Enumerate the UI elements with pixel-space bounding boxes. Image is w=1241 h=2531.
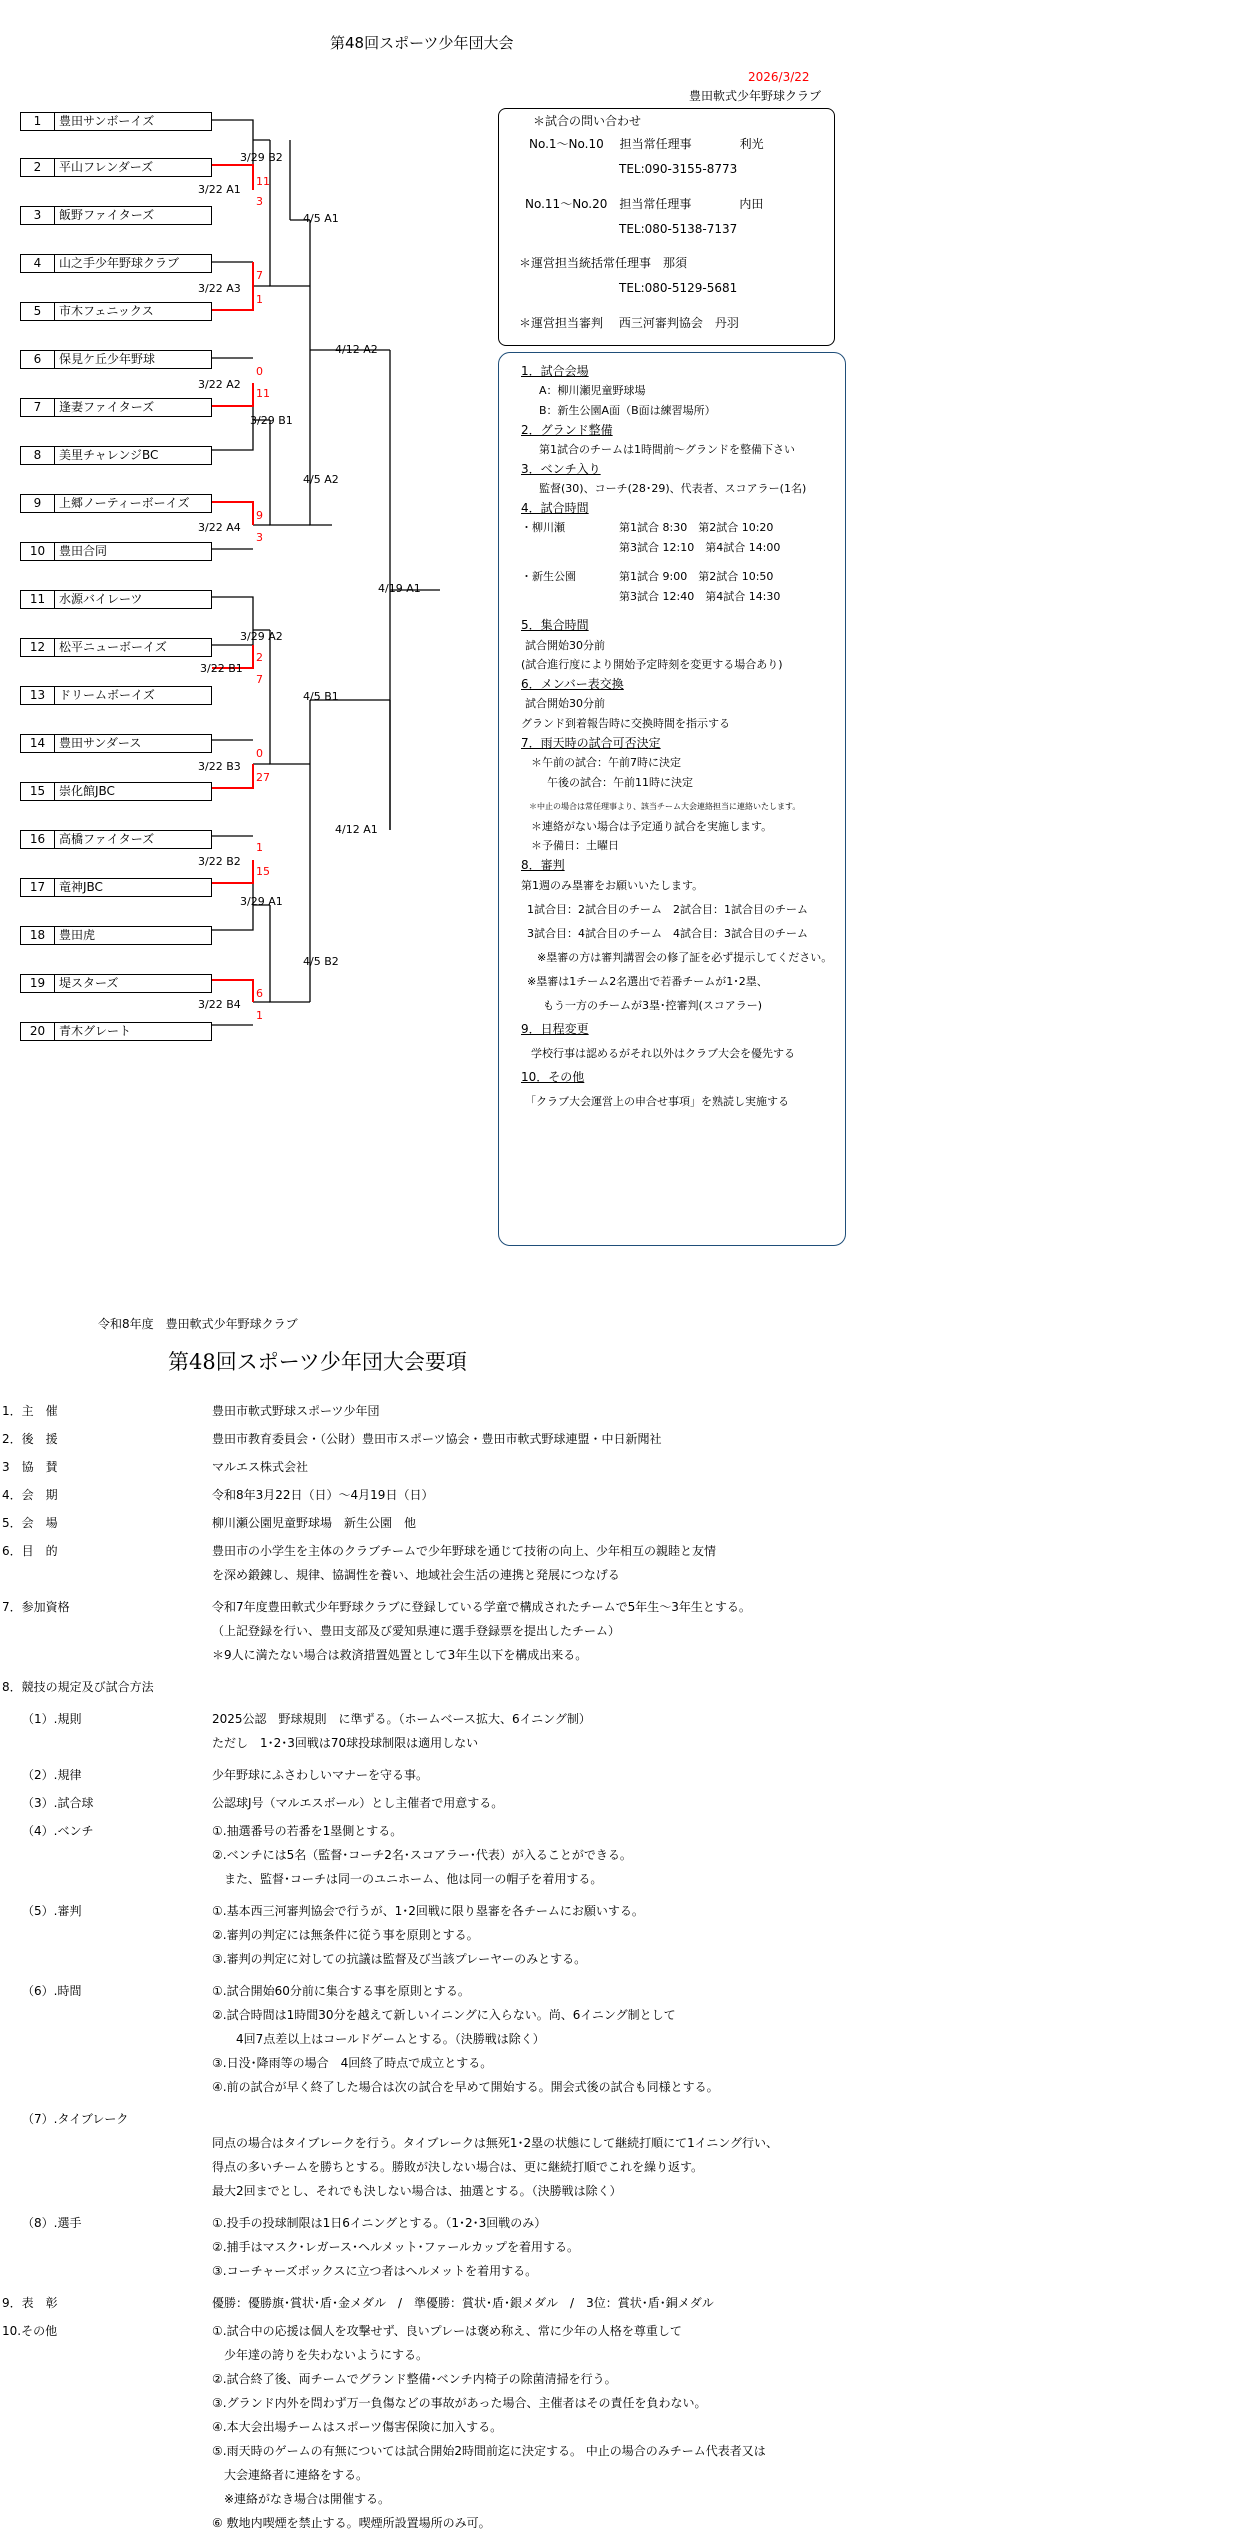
game-label-q2: 4/5 A2 xyxy=(303,473,339,486)
game-label-g1617: 3/22 B2 xyxy=(198,855,241,868)
note-line: B：新生公園A面（B面は練習場所） xyxy=(539,404,716,417)
team-name: 豊田サンボーイズ xyxy=(59,114,155,128)
yoko-item-label: 10.その他 xyxy=(2,2324,58,2338)
team-box xyxy=(20,302,212,321)
score-g67-bottom: 11 xyxy=(256,387,270,400)
team-number: 7 xyxy=(21,399,55,416)
team-number: 5 xyxy=(21,303,55,320)
team-number: 11 xyxy=(21,591,55,608)
team-name: 平山フレンダーズ xyxy=(59,160,154,174)
yoko-item-label: （4）.ベンチ xyxy=(22,1824,94,1838)
team-number: 2 xyxy=(21,159,55,176)
contact-box xyxy=(498,108,835,346)
game-label-g1415: 3/22 B3 xyxy=(198,760,241,773)
score-g1920-top: 6 xyxy=(256,987,263,1000)
team-name: 水源バイレーツ xyxy=(59,592,143,606)
note-line: ※塁審の方は審判講習会の修了証を必ず提示してください。 xyxy=(537,951,833,964)
yoko-item-text: を深め鍛錬し、規律、協調性を養い、地域社会生活の連携と発展につなげる xyxy=(212,1568,620,1582)
yoko-item-text: ③.日没･降雨等の場合 4回終了時点で成立とする。 xyxy=(212,2056,493,2070)
note-line: ・柳川瀬 xyxy=(521,521,565,534)
note-line: ※塁審は1チーム2名選出で若番チームが1･2塁、 xyxy=(527,975,768,988)
team-name: 市木フェニックス xyxy=(59,304,154,318)
score-g45-top: 7 xyxy=(256,269,263,282)
game-label-q1: 4/5 A1 xyxy=(303,212,339,225)
team-name: 豊田サンダース xyxy=(59,736,142,750)
team-name: ドリームボーイズ xyxy=(59,688,155,702)
note-heading: 10．その他 xyxy=(521,1070,585,1084)
team-box xyxy=(20,590,212,609)
yoko-item-label: 2．後 援 xyxy=(2,1432,58,1446)
contact-line: ＊試合の問い合わせ xyxy=(533,114,642,128)
game-label-g1213: 3/22 B1 xyxy=(200,662,243,675)
team-box xyxy=(20,686,212,705)
game-label-s1: 4/12 A2 xyxy=(335,343,378,356)
team-name: 松平ニューボーイズ xyxy=(59,640,167,654)
yoko-item-label: （8）.選手 xyxy=(22,2216,82,2230)
team-box xyxy=(20,542,212,561)
yoko-item-text: 大会連絡者に連絡をする。 xyxy=(212,2468,369,2482)
yoko-item-text: ※連絡がなき場合は開催する。 xyxy=(212,2492,391,2506)
yoko-item-text: 同点の場合はタイブレークを行う。タイブレークは無死1･2塁の状態にして継続打順にて1イニング行い、 xyxy=(212,2136,779,2150)
yoko-item-text: ③.コーチャーズボックスに立つ者はヘルメットを着用する。 xyxy=(212,2264,538,2278)
note-line: (試合進行度により開始予定時刻を変更する場合あり) xyxy=(521,658,783,671)
team-number: 6 xyxy=(21,351,55,368)
team-name: 飯野ファイターズ xyxy=(59,208,155,222)
team-name: 青木グレート xyxy=(59,1024,132,1038)
yoko-item-text: ①.抽選番号の若番を1塁側とする。 xyxy=(212,1824,403,1838)
contact-line: TEL:080-5138-7137 xyxy=(619,222,738,236)
yoko-item-text: 優勝：優勝旗･賞状･盾･金メダル / 準優勝：賞状･盾･銀メダル / 3位：賞状･盾･銅メダル xyxy=(212,2296,714,2310)
game-label-g67: 3/22 A2 xyxy=(198,378,241,391)
team-box xyxy=(20,398,212,417)
yoko-item-text: ③.グランド内外を問わず万一負傷などの事故があった場合、主催者はその責任を負わない。 xyxy=(212,2396,707,2410)
note-heading: 2．グランド整備 xyxy=(521,423,613,437)
yoko-item-text: ②.試合時間は1時間30分を越えて新しいイニングに入らない。尚、6イニング制として xyxy=(212,2008,676,2022)
note-line: 1試合目：2試合目のチーム 2試合目：1試合目のチーム xyxy=(527,903,808,916)
yoko-item-text: マルエス株式会社 xyxy=(212,1460,309,1474)
note-line: 試合開始30分前 xyxy=(525,639,605,652)
note-line: 3試合目：4試合目のチーム 4試合目：3試合目のチーム xyxy=(527,927,808,940)
team-box xyxy=(20,1022,212,1041)
game-label-g23: 3/22 A1 xyxy=(198,183,241,196)
team-box xyxy=(20,830,212,849)
team-number: 8 xyxy=(21,447,55,464)
team-box xyxy=(20,926,212,945)
game-label-r2: 3/29 B1 xyxy=(250,414,293,427)
team-box xyxy=(20,206,212,225)
yoko-item-text: ただし 1･2･3回戦は70球投球制限は適用しない xyxy=(212,1736,479,1750)
note-heading: 9．日程変更 xyxy=(521,1022,589,1036)
note-heading: 8．審判 xyxy=(521,858,565,872)
note-line: ・新生公園 xyxy=(521,570,576,583)
yoko-item-label: （5）.審判 xyxy=(22,1904,82,1918)
yoko-item-text: ⑥ 敷地内喫煙を禁止する。喫煙所設置場所のみ可。 xyxy=(212,2516,491,2530)
team-number: 9 xyxy=(21,495,55,512)
score-g23-bottom: 3 xyxy=(256,195,263,208)
yoko-item-text: 令和7年度豊田軟式少年野球クラブに登録している学童で構成されたチームで5年生～3年生とする。 xyxy=(212,1600,751,1614)
yoko-item-text: ②.試合終了後、両チームでグランド整備･ベンチ内椅子の除菌清掃を行う。 xyxy=(212,2372,617,2386)
yoko-item-text: 2025公認 野球規則 に準ずる。（ホームベース拡大、6イニング制） xyxy=(212,1712,591,1726)
team-number: 10 xyxy=(21,543,55,560)
yoko-item-text: ①.基本西三河審判協会で行うが、1･2回戦に限り塁審を各チームにお願いする。 xyxy=(212,1904,644,1918)
yoko-item-text: ①.投手の投球制限は1日6イニングとする。（1･2･3回戦のみ） xyxy=(212,2216,547,2230)
contact-line: No.11～No.20 担当常任理事 内田 xyxy=(525,197,764,211)
team-box xyxy=(20,878,212,897)
score-g1617-top: 1 xyxy=(256,841,263,854)
score-g45-bottom: 1 xyxy=(256,293,263,306)
team-name: 高橋ファイターズ xyxy=(59,832,155,846)
team-number: 14 xyxy=(21,735,55,752)
note-line: 監督(30)、コーチ(28･29)、代表者、スコアラー(1名) xyxy=(539,482,807,495)
note-line: 学校行事は認めるがそれ以外はクラブ大会を優先する xyxy=(531,1047,795,1060)
team-box xyxy=(20,350,212,369)
note-line: 第3試合 12:10 第4試合 14:00 xyxy=(619,541,781,554)
yoko-org-line: 令和8年度 豊田軟式少年野球クラブ xyxy=(98,1317,298,1331)
yoko-item-label: （3）.試合球 xyxy=(22,1796,94,1810)
team-name: 豊田虎 xyxy=(59,928,96,942)
yoko-item-text: ①.試合開始60分前に集合する事を原則とする。 xyxy=(212,1984,470,1998)
yoko-item-text: 少年達の誇りを失わないようにする。 xyxy=(212,2348,429,2362)
yoko-item-label: 4．会 期 xyxy=(2,1488,58,1502)
team-number: 16 xyxy=(21,831,55,848)
team-number: 15 xyxy=(21,783,55,800)
team-box xyxy=(20,494,212,513)
note-line: 第1週のみ塁審をお願いいたします。 xyxy=(521,879,704,892)
score-g1415-bottom: 27 xyxy=(256,771,270,784)
note-line: 第3試合 12:40 第4試合 14:30 xyxy=(619,590,781,603)
org-label: 豊田軟式少年野球クラブ xyxy=(689,89,822,103)
yoko-item-text: ④.前の試合が早く終了した場合は次の試合を早めて開始する。開会式後の試合も同様とする。 xyxy=(212,2080,719,2094)
team-box xyxy=(20,974,212,993)
yoko-item-text: ②.審判の判定には無条件に従う事を原則とする。 xyxy=(212,1928,479,1942)
team-name: 崇化館JBC xyxy=(59,784,115,798)
yoko-item-text: ③.審判の判定に対しての抗議は監督及び当該プレーヤーのみとする。 xyxy=(212,1952,587,1966)
note-line: ＊連絡がない場合は予定通り試合を実施します。 xyxy=(531,820,773,833)
game-label-r3: 3/29 A2 xyxy=(240,630,283,643)
game-label-g1920: 3/22 B4 xyxy=(198,998,241,1011)
score-g1415-top: 0 xyxy=(256,747,263,760)
yoko-item-text: ④.本大会出場チームはスポーツ傷害保険に加入する。 xyxy=(212,2420,503,2434)
note-heading: 6．メンバー表交換 xyxy=(521,677,624,691)
team-name: 山之手少年野球クラブ xyxy=(59,256,180,270)
game-label-q3: 4/5 B1 xyxy=(303,690,339,703)
yoko-item-text: ①.試合中の応援は個人を攻撃せず、良いプレーは褒め称え、常に少年の人格を尊重して xyxy=(212,2324,682,2338)
team-name: 逢妻ファイターズ xyxy=(59,400,155,414)
yoko-item-text: ②.ベンチには5名（監督･コーチ2名･スコアラー･代表）が入ることができる。 xyxy=(212,1848,632,1862)
yoko-item-text: （上記登録を行い、豊田支部及び愛知県連に選手登録票を提出したチーム） xyxy=(212,1624,621,1638)
score-g910-top: 9 xyxy=(256,509,263,522)
team-name: 上郷ノーティーボーイズ xyxy=(59,496,190,510)
score-g67-top: 0 xyxy=(256,365,263,378)
team-number: 13 xyxy=(21,687,55,704)
yoko-item-text: ⑤.雨天時のゲームの有無については試合開始2時間前迄に決定する。 中止の場合のみチーム代表者又は xyxy=(212,2444,766,2458)
team-box xyxy=(20,158,212,177)
yoko-item-label: （2）.規律 xyxy=(22,1768,82,1782)
note-line: A：柳川瀬児童野球場 xyxy=(539,384,646,397)
yoko-title: 第48回スポーツ少年団大会要項 xyxy=(168,1350,467,1374)
note-heading: 1．試合会場 xyxy=(521,364,589,378)
game-label-s2: 4/12 A1 xyxy=(335,823,378,836)
yoko-item-label: （6）.時間 xyxy=(22,1984,82,1998)
note-line: 「クラブ大会運営上の申合せ事項」を熟読し実施する xyxy=(525,1095,789,1108)
yoko-item-label: 5．会 場 xyxy=(2,1516,58,1530)
team-name: 堤スターズ xyxy=(59,976,119,990)
note-heading: 5．集合時間 xyxy=(521,618,589,632)
game-label-r1: 3/29 B2 xyxy=(240,151,283,164)
score-g1213-bottom: 7 xyxy=(256,673,263,686)
score-g23-top: 11 xyxy=(256,175,270,188)
yoko-item-text: 最大2回までとし、それでも決しない場合は、抽選とする。（決勝戦は除く） xyxy=(212,2184,622,2198)
team-number: 18 xyxy=(21,927,55,944)
game-label-final: 4/19 A1 xyxy=(378,582,421,595)
team-name: 保見ケ丘少年野球 xyxy=(59,352,156,366)
team-name: 美里チャレンジBC xyxy=(59,448,159,462)
team-number: 3 xyxy=(21,207,55,224)
note-heading: 3．ベンチ入り xyxy=(521,462,601,476)
yoko-item-text: 柳川瀬公園児童野球場 新生公園 他 xyxy=(212,1516,417,1530)
team-box xyxy=(20,112,212,131)
team-box xyxy=(20,638,212,657)
note-line: ＊午前の試合：午前7時に決定 xyxy=(531,756,681,769)
team-number: 17 xyxy=(21,879,55,896)
yoko-item-text: ＊9人に満たない場合は救済措置処置として3年生以下を構成出来る。 xyxy=(212,1648,588,1662)
score-g1617-bottom: 15 xyxy=(256,865,270,878)
score-g1213-top: 2 xyxy=(256,651,263,664)
yoko-item-text: ②.捕手はマスク･レガース･ヘルメット･ファールカップを着用する。 xyxy=(212,2240,580,2254)
yoko-item-text: 豊田市教育委員会・（公財）豊田市スポーツ協会・豊田市軟式野球連盟・中日新聞社 xyxy=(212,1432,662,1446)
yoko-item-label: 9．表 彰 xyxy=(2,2296,58,2310)
yoko-item-text: 得点の多いチームを勝ちとする。勝敗が決しない場合は、更に継続打順でこれを繰り返す。 xyxy=(212,2160,704,2174)
team-name: 豊田合同 xyxy=(59,544,108,558)
date-label: 2026/3/22 xyxy=(748,70,810,84)
team-name: 竜神JBC xyxy=(59,880,103,894)
yoko-item-text: また、監督･コーチは同一のユニホーム、他は同一の帽子を着用する。 xyxy=(212,1872,603,1886)
note-line: 第1試合 9:00 第2試合 10:50 xyxy=(619,570,774,583)
team-number: 1 xyxy=(21,113,55,130)
yoko-item-text: 4回7点差以上はコールドゲームとする。（決勝戦は除く） xyxy=(212,2032,545,2046)
note-line: グランド到着報告時に交換時間を指示する xyxy=(521,717,730,730)
game-label-g910: 3/22 A4 xyxy=(198,521,241,534)
score-g1920-bottom: 1 xyxy=(256,1009,263,1022)
team-box xyxy=(20,254,212,273)
note-line: 第1試合のチームは1時間前～グランドを整備下さい xyxy=(539,443,795,456)
note-heading: 4．試合時間 xyxy=(521,501,589,515)
game-label-q4: 4/5 B2 xyxy=(303,955,339,968)
team-number: 20 xyxy=(21,1023,55,1040)
yoko-item-label: 3 協 賛 xyxy=(2,1460,58,1474)
notes-box xyxy=(498,352,846,1246)
contact-line: No.1～No.10 担当常任理事 利光 xyxy=(529,137,764,151)
note-heading: 7．雨天時の試合可否決定 xyxy=(521,736,661,750)
note-line: もう一方のチームが3塁･控審判(スコアラー) xyxy=(543,999,763,1012)
team-number: 12 xyxy=(21,639,55,656)
yoko-item-text: 豊田市軟式野球スポーツ少年団 xyxy=(212,1404,380,1418)
note-line: 第1試合 8:30 第2試合 10:20 xyxy=(619,521,774,534)
contact-line: ＊運営担当審判 西三河審判協会 丹羽 xyxy=(519,316,739,330)
team-number: 4 xyxy=(21,255,55,272)
yoko-item-label: 1．主 催 xyxy=(2,1404,58,1418)
note-line: ＊中止の場合は常任理事より、該当チーム大会連絡担当に連絡いたします。 xyxy=(529,802,801,811)
yoko-item-text: 少年野球にふさわしいマナーを守る事。 xyxy=(212,1768,429,1782)
yoko-item-text: 豊田市の小学生を主体のクラブチームで少年野球を通じて技術の向上、少年相互の親睦と友情 xyxy=(212,1544,717,1558)
yoko-item-label: （1）.規則 xyxy=(22,1712,82,1726)
game-label-g45: 3/22 A3 xyxy=(198,282,241,295)
yoko-item-label: 8．競技の規定及び試合方法 xyxy=(2,1680,154,1694)
contact-line: ＊運営担当統括常任理事 那須 xyxy=(519,256,688,270)
note-line: ＊予備日：土曜日 xyxy=(531,839,619,852)
yoko-item-label: 6．目 的 xyxy=(2,1544,58,1558)
note-line: 午後の試合：午前11時に決定 xyxy=(547,776,693,789)
yoko-item-label: （7）.タイブレーク xyxy=(22,2112,129,2126)
game-label-r4: 3/29 A1 xyxy=(240,895,283,908)
yoko-item-text: 公認球J号（マルエスボール）とし主催者で用意する。 xyxy=(212,1796,504,1810)
yoko-item-label: 7．参加資格 xyxy=(2,1600,70,1614)
note-line: 試合開始30分前 xyxy=(525,697,605,710)
team-box xyxy=(20,782,212,801)
yoko-item-text: 令和8年3月22日（日）～4月19日（日） xyxy=(212,1488,434,1502)
team-box xyxy=(20,734,212,753)
contact-line: TEL:090-3155-8773 xyxy=(619,162,738,176)
score-g910-bottom: 3 xyxy=(256,531,263,544)
contact-line: TEL:080-5129-5681 xyxy=(619,281,738,295)
team-number: 19 xyxy=(21,975,55,992)
team-box xyxy=(20,446,212,465)
page-title: 第48回スポーツ少年団大会 xyxy=(330,34,514,52)
